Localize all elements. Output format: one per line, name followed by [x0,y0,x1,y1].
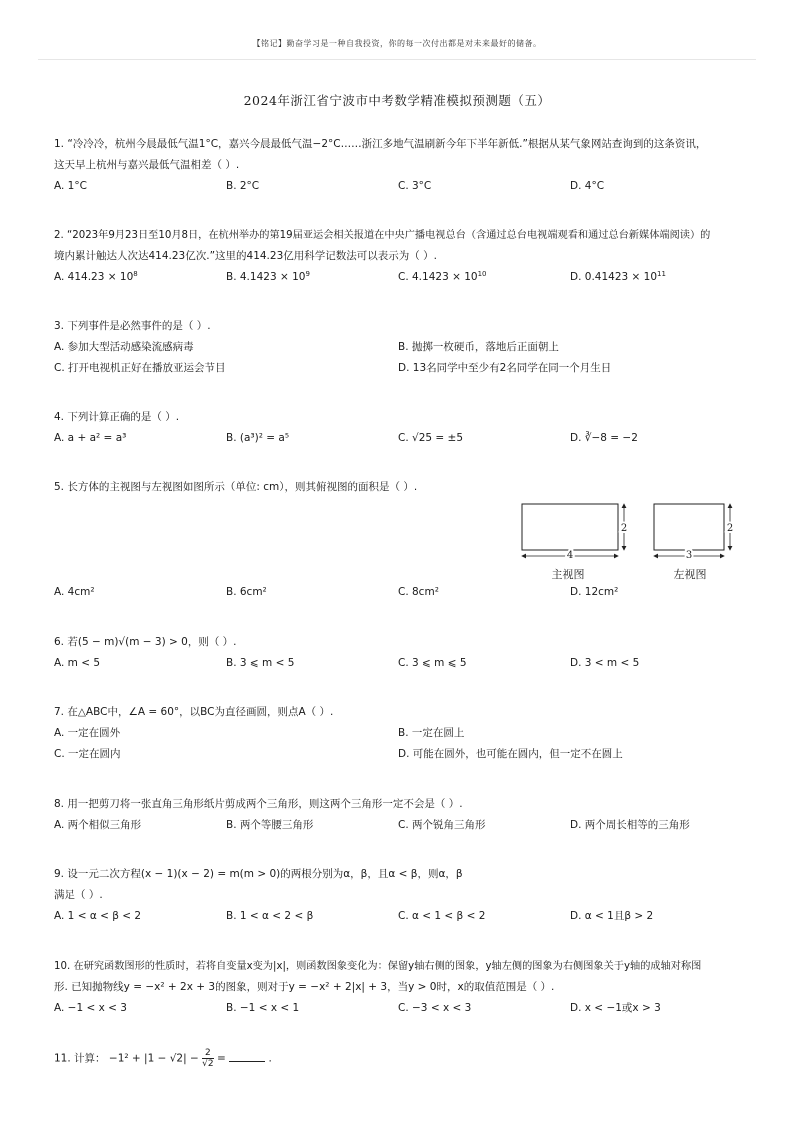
question-2-stem-line2: 境内累计触达人次达414.23亿次.”这里的414.23亿用科学记数法可以表示为（ ）. [54,250,437,262]
question-6-stem: 6. 若(5 − m)√(m − 3) > 0，则（ ）. [54,636,237,648]
three-view-figure [510,498,750,588]
question-2-options [54,267,744,288]
question-9 [54,864,744,927]
question-4 [54,407,744,449]
option-c[interactable]: C. α < 1 < β < 2 [398,910,486,922]
main-view-caption: 主视图 [551,568,585,581]
question-7-options-row2 [54,744,744,765]
question-8-options [54,815,744,836]
question-1-stem-line2: 这天早上杭州与嘉兴最低气温相差（ ）. [54,159,240,171]
question-2-stem-line1: 2. “2023年9月23日至10月8日，在杭州举办的第19届亚运会相关报道在中央广播电视总台（含通过总台电视端观看和通过总台新媒体端阅读）的 [54,230,711,241]
option-b[interactable]: B. 6cm² [226,586,267,598]
question-6-options [54,653,744,674]
option-c[interactable]: C. √25 = ±5 [398,432,464,444]
question-1-stem-line1: 1. “冷冷冷，杭州今晨最低气温1°C，嘉兴今晨最低气温−2°C……浙江多地气温刷新今年下半年新低.”根据从某气象网站查询到的这条资讯， [54,138,707,150]
main-view-rect [522,504,618,550]
option-d[interactable]: D. x < −1或x > 3 [570,1002,661,1014]
question-10-stem-line1: 10. 在研究函数图形的性质时，若将自变量x变为|x|，则函数图象变化为：保留y轴右侧的图象，y轴左侧的图象为右侧图象关于y轴的成轴对称图 [54,961,702,972]
question-1 [54,134,744,197]
question-11-expression: −1² + |1 − √2| − [108,1052,199,1065]
question-9-stem-line2: 满足（ ）. [54,889,103,901]
option-c[interactable]: C. 打开电视机正好在播放亚运会节目 [54,362,226,374]
option-b[interactable]: B. 一定在圆上 [398,727,465,739]
question-5-options [54,582,744,603]
option-d[interactable]: D. 13名同学中至少有2名同学在同一个月生日 [398,362,612,374]
question-7 [54,702,744,765]
option-a[interactable]: A. −1 < x < 3 [54,1002,127,1014]
option-a[interactable]: A. 1°C [54,180,87,192]
option-c[interactable]: C. 两个锐角三角形 [398,819,486,831]
option-c[interactable]: C. −3 < x < 3 [398,1002,472,1014]
question-4-options [54,428,744,449]
question-8-stem: 8. 用一把剪刀将一张直角三角形纸片剪成两个三角形，则这两个三角形一定不会是（ ）. [54,798,463,810]
option-c[interactable]: C. 3°C [398,180,432,192]
question-2 [54,225,744,288]
question-10-stem-line2: 形. 已知抛物线y = −x² + 2x + 3的图象，则对于y = −x² + 2|x| + 3，当y > 0时，x的取值范围是（ ）. [54,981,555,993]
option-b-text: B. 4.1423 × 10 [226,271,306,283]
page-title: 2024年浙江省宁波市中考数学精准模拟预测题（五） [243,93,551,108]
question-11 [54,1048,744,1070]
option-b[interactable]: B. 抛掷一枚硬币，落地后正面朝上 [398,341,559,353]
fraction-numerator: 2 [202,1048,213,1059]
option-b[interactable]: B. 3 ⩽ m < 5 [226,657,295,669]
question-5-stem: 5. 长方体的主视图与左视图如图所示（单位: cm），则其俯视图的面积是（ ）. [54,481,418,493]
option-d-exponent: 11 [657,270,666,278]
question-7-options-row1 [54,723,744,744]
option-a[interactable] [54,267,138,288]
option-b-exponent: 9 [305,270,310,278]
question-5-options-block [54,582,744,603]
option-a[interactable]: A. 1 < α < β < 2 [54,910,142,922]
question-11-suffix: . [268,1052,272,1065]
option-a[interactable]: A. a + a² = a³ [54,432,127,444]
option-a[interactable]: A. 4cm² [54,586,95,598]
question-11-prefix: 11. 计算： [54,1052,106,1065]
option-d[interactable]: D. ∛−8 = −2 [570,432,638,444]
fraction-denominator: √2 [202,1059,214,1069]
option-d[interactable]: D. α < 1且β > 2 [570,910,654,922]
option-d-text: D. 0.41423 × 10 [570,271,658,283]
question-7-stem: 7. 在△ABC中，∠A = 60°，以BC为直径画圆，则点A（ ）. [54,706,334,718]
left-view-width-label: 3 [685,550,693,561]
option-c-text: C. 4.1423 × 10 [398,271,478,283]
option-d[interactable]: D. 3 < m < 5 [570,657,640,669]
option-d[interactable]: D. 12cm² [570,586,619,598]
option-b[interactable]: B. 1 < α < 2 < β [226,910,314,922]
question-3-options-row2 [54,358,744,379]
question-11-fraction [202,1048,213,1069]
option-d[interactable]: D. 可能在圆外，也可能在圆内，但一定不在圆上 [398,748,623,760]
option-a[interactable]: A. 一定在圆外 [54,727,121,739]
option-c[interactable] [398,267,487,288]
question-9-options [54,906,744,927]
left-view-caption: 左视图 [673,568,707,581]
option-b[interactable] [226,267,310,288]
question-5 [54,477,744,498]
question-11-equals: = [216,1052,226,1065]
main-view-height-label: 2 [620,523,628,534]
option-c-exponent: 10 [477,270,487,278]
header-motto: 【铭记】勤奋学习是一种自我投资，你的每一次付出都是对未来最好的储备。 [252,39,542,48]
option-b[interactable]: B. 两个等腰三角形 [226,819,314,831]
main-view-width-label: 4 [566,550,574,561]
option-b[interactable]: B. −1 < x < 1 [226,1002,300,1014]
question-10 [54,956,744,1019]
question-3-stem: 3. 下列事件是必然事件的是（ ）. [54,320,211,332]
option-a[interactable]: A. 参加大型活动感染流感病毒 [54,341,194,353]
option-a-text: A. 414.23 × 10 [54,271,134,283]
header-divider [38,59,756,60]
question-1-options [54,176,744,197]
option-a[interactable]: A. m < 5 [54,657,101,669]
option-d[interactable] [570,267,666,288]
option-d[interactable]: D. 两个周长相等的三角形 [570,819,690,831]
option-a-exponent: 8 [133,270,138,278]
three-view-diagram [510,498,750,588]
option-a[interactable]: A. 两个相似三角形 [54,819,142,831]
left-view-height-label: 2 [726,523,734,534]
question-8 [54,794,744,836]
question-3-options-row1 [54,337,744,358]
question-4-stem: 4. 下列计算正确的是（ ）. [54,411,180,423]
option-d[interactable]: D. 4°C [570,180,605,192]
question-6 [54,632,744,674]
option-b[interactable]: B. 2°C [226,180,260,192]
question-3 [54,316,744,379]
option-b[interactable]: B. (a³)² = a⁵ [226,432,290,444]
question-10-options [54,998,744,1019]
question-9-stem-line1: 9. 设一元二次方程(x − 1)(x − 2) = m(m > 0)的两根分别为α，β，且α < β，则α，β [54,868,463,880]
answer-blank[interactable] [229,1051,265,1062]
left-view-rect [654,504,724,550]
option-c[interactable]: C. 一定在圆内 [54,748,121,760]
option-c[interactable]: C. 3 ⩽ m ⩽ 5 [398,657,467,669]
option-c[interactable]: C. 8cm² [398,586,439,598]
